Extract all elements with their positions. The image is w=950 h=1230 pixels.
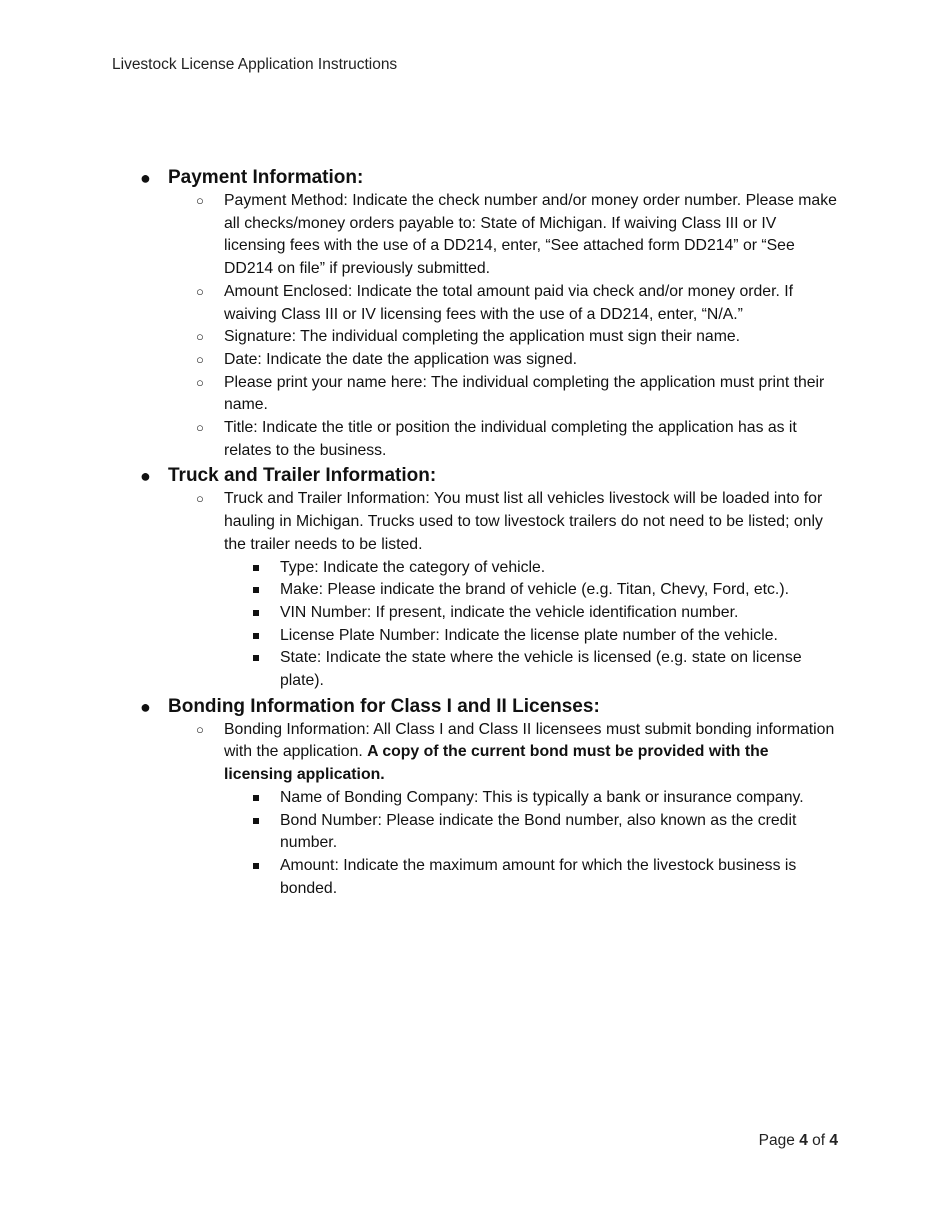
sub-list-item (280, 625, 840, 648)
square-bullet-icon (253, 633, 259, 639)
list-item (196, 326, 840, 349)
list-item-text: Amount Enclosed: Indicate the total amount paid via check and/or money order. If waiving Class III or IV licensing fees with the use of a DD214, enter, “N/A.” (224, 282, 794, 323)
section-heading-text: Bonding Information for Class I and II Licenses: (168, 695, 600, 717)
sub-list-item-text: Name of Bonding Company: This is typically a bank or insurance company. (280, 788, 804, 806)
list-item-text: Bonding Information: All Class I and Class II licensees must submit bonding information with the application. (224, 720, 835, 761)
section-heading (140, 166, 840, 190)
list-item-bold-text: A copy of the current bond must be provided with the licensing application. (224, 743, 769, 784)
list-item (196, 349, 840, 372)
section-truck-trailer-information (140, 464, 840, 692)
bullet-icon: ● (140, 466, 151, 487)
circle-bullet-icon: ○ (196, 283, 204, 299)
sub-list-item-text: VIN Number: If present, indicate the vehicle identification number. (280, 603, 739, 621)
list-item (196, 190, 840, 281)
bullet-icon: ● (140, 696, 151, 717)
square-bullet-icon (253, 795, 259, 801)
sub-list-item (280, 855, 840, 900)
sub-list-item-text: Bond Number: Please indicate the Bond number, also known as the credit number. (280, 811, 797, 852)
section-heading (140, 695, 840, 719)
sub-list-item (280, 810, 840, 855)
list-item-text: Truck and Trailer Information: You must list all vehicles livestock will be loaded into for hauling in Michigan. Trucks used to tow livestock trailers do not need to be listed; only the trailer needs to be listed. (224, 490, 823, 553)
circle-bullet-icon: ○ (196, 329, 204, 345)
circle-bullet-icon: ○ (196, 193, 204, 208)
list-item-text: Signature: The individual completing the application must sign their name. (224, 328, 741, 346)
sub-list-item-text: License Plate Number: Indicate the license plate number of the vehicle. (280, 626, 778, 644)
sub-list-item-text: Type: Indicate the category of vehicle. (280, 558, 546, 576)
circle-bullet-icon: ○ (196, 721, 204, 737)
square-bullet-icon (253, 863, 259, 869)
section-heading (140, 464, 840, 488)
document-body (140, 166, 840, 900)
sub-list-item-text: Amount: Indicate the maximum amount for which the livestock business is bonded. (280, 856, 797, 897)
square-bullet-icon (253, 655, 259, 661)
section-bonding-information (140, 695, 840, 901)
sub-list-item-text: Make: Please indicate the brand of vehicle (e.g. Titan, Chevy, Ford, etc.). (280, 581, 789, 599)
section-heading-text: Payment Information: (168, 167, 364, 188)
sub-list-item (280, 579, 840, 602)
total-pages-number: 4 (829, 1132, 838, 1149)
of-word: of (812, 1132, 826, 1149)
sub-list-item (280, 787, 840, 810)
circle-bullet-icon: ○ (196, 374, 204, 390)
bonding-items-list (140, 719, 840, 901)
list-item-text: Date: Indicate the date the application was signed. (224, 350, 578, 368)
square-bullet-icon (253, 610, 259, 616)
bullet-icon: ● (140, 168, 151, 188)
page-word: Page (758, 1132, 795, 1149)
circle-bullet-icon: ○ (196, 491, 204, 507)
bonding-subitems-list (224, 787, 840, 901)
list-item (196, 372, 840, 417)
circle-bullet-icon: ○ (196, 420, 204, 436)
square-bullet-icon (253, 818, 259, 824)
list-item (196, 281, 840, 326)
truck-subitems-list (224, 557, 840, 693)
current-page-number: 4 (799, 1132, 808, 1149)
section-heading-text: Truck and Trailer Information: (168, 465, 437, 487)
circle-bullet-icon: ○ (196, 351, 204, 367)
list-item (196, 488, 840, 692)
sub-list-item (280, 647, 840, 692)
payment-items-list (140, 190, 840, 462)
square-bullet-icon (253, 587, 259, 593)
list-item (196, 719, 840, 901)
list-item-text: Please print your name here: The individual completing the application must print their name. (224, 373, 825, 414)
list-item-text: Payment Method: Indicate the check number and/or money order number. Please make all checks/money orders payable to: State of Michigan. If waiving Class III or IV licensing fees with the use of a DD214, enter, “See attached form DD214” or “See DD214 on file” if previously submitted. (224, 192, 837, 278)
truck-items-list (140, 488, 840, 692)
page-header-title: Livestock License Application Instructions (112, 56, 398, 73)
page-footer (759, 1132, 838, 1150)
list-item (196, 417, 840, 462)
sub-list-item (280, 602, 840, 625)
sub-list-item (280, 557, 840, 580)
list-item-text: Title: Indicate the title or position the individual completing the application has as it relates to the business. (224, 419, 797, 459)
sub-list-item-text: State: Indicate the state where the vehicle is licensed (e.g. state on license plate). (280, 649, 802, 690)
square-bullet-icon (253, 565, 259, 571)
section-payment-information (140, 166, 840, 462)
